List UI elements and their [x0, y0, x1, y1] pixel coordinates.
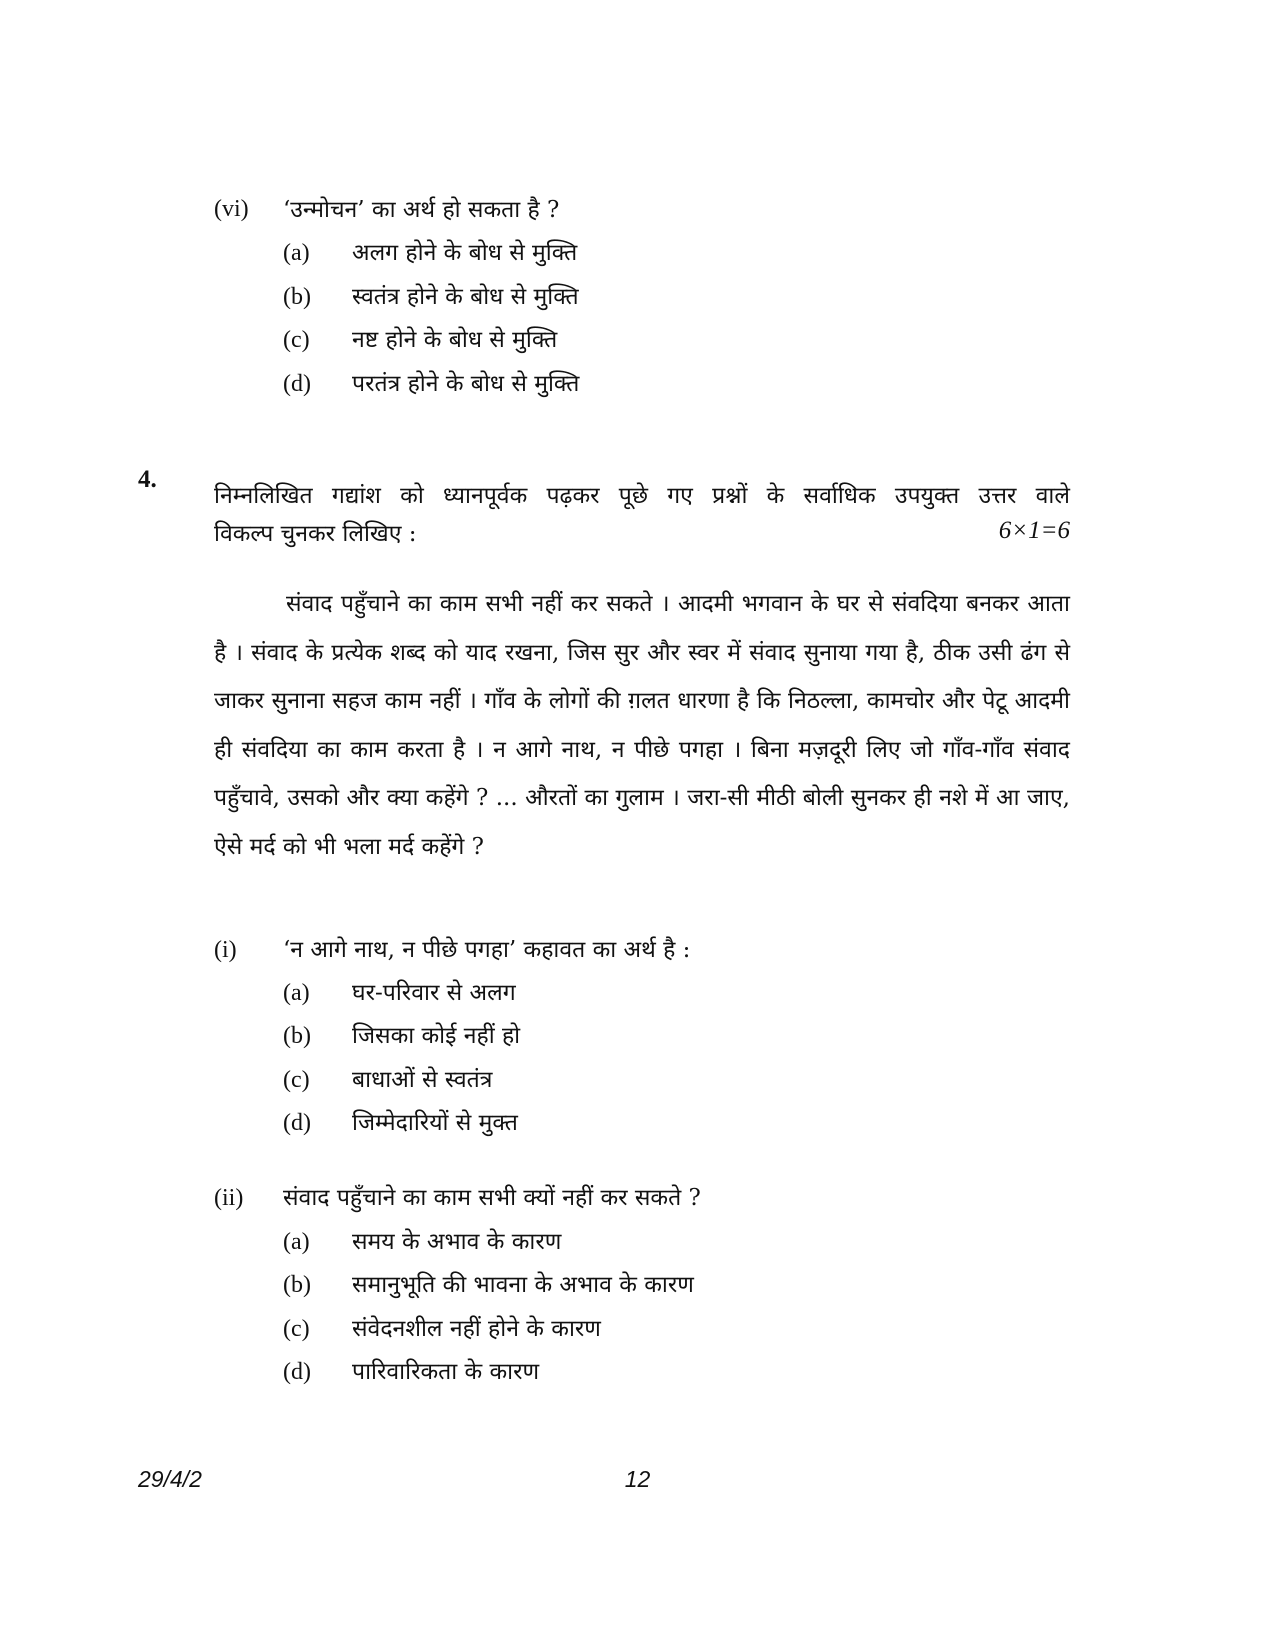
marks-allocation: 6×1=6 [998, 517, 1070, 544]
question-ii-text: संवाद पहुँचाने का काम सभी क्यों नहीं कर सकते ? [283, 1185, 701, 1211]
option-label: (d) [283, 1359, 311, 1385]
option-label: (a) [283, 240, 310, 266]
option-label: (b) [283, 1272, 311, 1298]
option-text: समय के अभाव के कारण [352, 1229, 562, 1255]
question-instruction-line2: विकल्प चुनकर लिखिए : [214, 521, 417, 547]
option-text: जिसका कोई नहीं हो [352, 1023, 521, 1049]
option-text: संवेदनशील नहीं होने के कारण [352, 1316, 601, 1342]
option-label: (c) [283, 327, 310, 353]
option-text: समानुभूति की भावना के अभाव के कारण [352, 1272, 694, 1298]
option-label: (a) [283, 1229, 310, 1255]
question-vi-text: ‘उन्मोचन’ का अर्थ हो सकता है ? [283, 197, 560, 223]
option-text: नष्ट होने के बोध से मुक्ति [352, 327, 558, 353]
option-text: परतंत्र होने के बोध से मुक्ति [352, 371, 580, 397]
question-vi-number: (vi) [214, 196, 249, 222]
option-label: (b) [283, 284, 311, 310]
option-text: अलग होने के बोध से मुक्ति [352, 240, 578, 266]
option-label: (b) [283, 1023, 311, 1049]
question-instruction-line1: निम्नलिखित गद्यांश को ध्यानपूर्वक पढ़कर पूछे गए प्रश्नों के सर्वाधिक उपयुक्त उत्तर वाले [214, 483, 1070, 509]
question-i-number: (i) [214, 937, 237, 963]
option-text: पारिवारिकता के कारण [352, 1359, 540, 1385]
option-label: (c) [283, 1067, 310, 1093]
option-text: स्वतंत्र होने के बोध से मुक्ति [352, 284, 579, 310]
option-label: (d) [283, 371, 311, 397]
page-number: 12 [624, 1466, 651, 1492]
paper-code: 29/4/2 [138, 1466, 202, 1492]
passage-text: संवाद पहुँचाने का काम सभी नहीं कर सकते । आदमी भगवान के घर से संवदिया बनकर आता है । संवाद के प्रत्येक शब्द को याद रखना, जिस सुर और स्वर में संवाद सुनाया गया है, ठीक उसी ढंग से जाकर सुनाना सहज काम नहीं । गाँव के लोगों की ग़लत धारणा है कि निठल्ला, कामचोर और पेटू आदमी ही संवदिया का काम करता है । न आगे नाथ, न पीछे पगहा । बिना मज़दूरी लिए जो गाँव-गाँव संवाद पहुँचावे, उसको और क्या कहेंगे ? ... औरतों का गुलाम । जरा-सी मीठी बोली सुनकर ही नशे में आ जाए, ऐसे मर्द को भी भला मर्द कहेंगे ? [214, 591, 1070, 860]
question-ii-number: (ii) [214, 1185, 244, 1211]
option-text: बाधाओं से स्वतंत्र [352, 1067, 493, 1093]
option-label: (a) [283, 980, 310, 1006]
option-label: (d) [283, 1110, 311, 1136]
option-text: जिम्मेदारियों से मुक्त [352, 1110, 518, 1136]
option-label: (c) [283, 1316, 310, 1342]
option-text: घर-परिवार से अलग [352, 980, 516, 1006]
question-i-text: ‘न आगे नाथ, न पीछे पगहा’ कहावत का अर्थ है : [283, 937, 691, 963]
question-number: 4. [138, 466, 157, 493]
